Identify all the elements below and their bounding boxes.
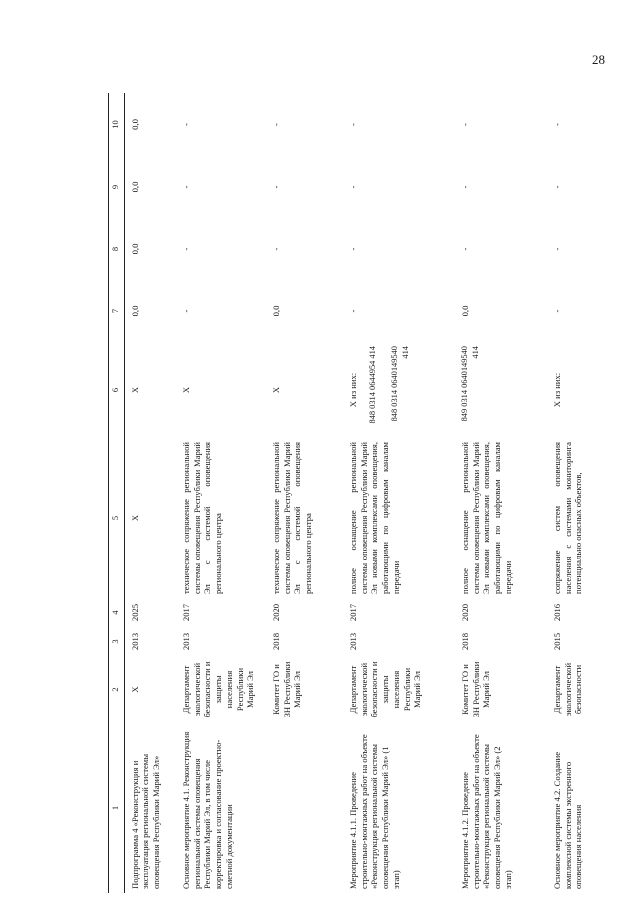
- header-cell: 2: [109, 656, 125, 723]
- header-row: [109, 93, 125, 893]
- budget-code-value: 848 0314 0644954 414: [367, 346, 377, 424]
- value-col8: 0,0: [129, 243, 140, 255]
- value-col9: -: [460, 185, 470, 189]
- executor: Х: [129, 686, 140, 693]
- value-col7: 0,0: [271, 305, 281, 317]
- value-col7: -: [181, 309, 191, 313]
- expected-result: техническое сопряжение региональной системы оповещения Республики Марий Эл с системой оповещения регионального центра: [271, 442, 314, 594]
- value-col9: -: [348, 185, 358, 189]
- value-col10: -: [271, 123, 281, 126]
- table-row: [176, 93, 266, 893]
- end-year: 2020: [460, 603, 470, 622]
- budget-code: [176, 342, 266, 438]
- header-cell: 7: [109, 280, 125, 342]
- budget-code: [124, 342, 176, 438]
- expected-result: сопряжение систем оповещения населения с системами мониторинга потенциально опасных объектов,: [552, 442, 584, 594]
- value-col10: 0,0: [129, 119, 140, 130]
- table-row: [455, 93, 547, 893]
- activity-name: Основное мероприятие 4.1. Реконструкция региональной системы оповещения Республики Марий Эл, в том числе корректировка и согласование проектно-сметной документации: [181, 731, 234, 889]
- budget-code: [266, 342, 343, 438]
- code-label: Х: [129, 386, 140, 394]
- header-cell: 8: [109, 218, 125, 280]
- expected-result: Х: [129, 514, 140, 522]
- value-col10: -: [348, 123, 358, 126]
- value-col8: -: [271, 247, 281, 251]
- value-col7: -: [348, 309, 358, 313]
- budget-code: [547, 342, 607, 438]
- header-cell: 6: [109, 342, 125, 438]
- header-cell: 3: [109, 627, 125, 656]
- value-col8: -: [181, 247, 191, 251]
- value-col9: -: [271, 185, 281, 189]
- table-row: [266, 93, 343, 893]
- value-col7: 0,0: [460, 305, 470, 317]
- start-year: 2013: [129, 632, 140, 651]
- budget-code-value: 849 0314 0640149540 414: [460, 346, 480, 422]
- executor: Департамент экологической безопасности и защиты населения Республики Марий Эл: [181, 661, 256, 718]
- budget-code-list: [460, 346, 481, 434]
- header-cell: 10: [109, 93, 125, 156]
- value-col10: -: [181, 123, 191, 126]
- table-row: [343, 93, 455, 893]
- budget-code-list: [368, 346, 412, 434]
- page-number: 28: [592, 52, 605, 67]
- activity-name: Основное мероприятие 4.2. Создание комплексной системы экстренного оповещения населения: [552, 751, 584, 889]
- code-label: Х: [181, 386, 191, 394]
- executor: Департамент экологической безопасности: [552, 662, 584, 717]
- activity-name: Мероприятие 4.1.2. Проведение строительно-монтажных работ на объекте «Реконструкция региональной системы оповещения Республики Марий Эл» (2 этап): [460, 734, 513, 889]
- header-cell: 9: [109, 156, 125, 218]
- end-year: 2020: [271, 603, 281, 622]
- executor: Департамент экологической безопасности и защиты населения Республики Марий Эл: [348, 661, 423, 718]
- value-col8: -: [552, 247, 562, 251]
- start-year: 2018: [460, 632, 470, 651]
- code-label: Х из них:: [552, 372, 562, 408]
- end-year: 2016: [552, 603, 562, 622]
- expected-result: техническое сопряжение региональной системы оповещения Республики Марий Эл с системой оповещения регионального центра: [181, 442, 224, 594]
- header-cell: 1: [109, 723, 125, 893]
- start-year: 2013: [181, 632, 191, 651]
- rotated-table-wrapper: [108, 93, 613, 893]
- budget-code: [343, 342, 455, 438]
- activity-name: [266, 723, 343, 893]
- end-year: 2017: [348, 603, 358, 622]
- budget-code: [455, 342, 547, 438]
- program-table: [108, 93, 607, 893]
- budget-code-value: 848 0314 0640149540 414: [390, 346, 410, 422]
- code-label: Х из них:: [348, 372, 358, 408]
- value-col9: -: [552, 185, 562, 189]
- executor: Комитет ГО и ЗН Республики Марий Эл: [460, 661, 492, 718]
- end-year: 2017: [181, 603, 191, 622]
- expected-result: полное оснащение региональной системы оповещения Республики Марий Эл новыми комплексами оповещения, работающими по цифровым каналам передачи: [348, 442, 401, 594]
- table-row: [124, 93, 176, 893]
- header-cell: 4: [109, 598, 125, 627]
- value-col8: -: [348, 247, 358, 251]
- expected-result: полное оснащение региональной системы оповещения Республики Марий Эл новыми комплексами оповещения, работающими по цифровым каналам передачи: [460, 442, 513, 594]
- code-label: Х: [271, 386, 281, 394]
- start-year: 2013: [348, 632, 358, 651]
- value-col7: 0,0: [129, 305, 140, 317]
- end-year: 2025: [129, 603, 140, 622]
- executor: Комитет ГО и ЗН Республики Марий Эл: [271, 661, 303, 718]
- value-col9: 0,0: [129, 181, 140, 193]
- value-col9: -: [181, 185, 191, 189]
- activity-name: Подпрограмма 4 «Реконструкция и эксплуатация региональной системы оповещения Республики Марий Эл»: [129, 754, 161, 889]
- start-year: 2018: [271, 632, 281, 651]
- value-col7: -: [552, 309, 562, 313]
- value-col10: -: [552, 123, 562, 126]
- value-col10: -: [460, 123, 470, 126]
- table-row: [547, 93, 607, 893]
- activity-name: Мероприятие 4.1.1. Проведение строительно-монтажных работ на объекте «Реконструкция региональной системы оповещения Республики Марий Эл» (1 этап): [348, 734, 401, 889]
- header-cell: 5: [109, 438, 125, 598]
- value-col8: -: [460, 247, 470, 251]
- start-year: 2015: [552, 632, 562, 651]
